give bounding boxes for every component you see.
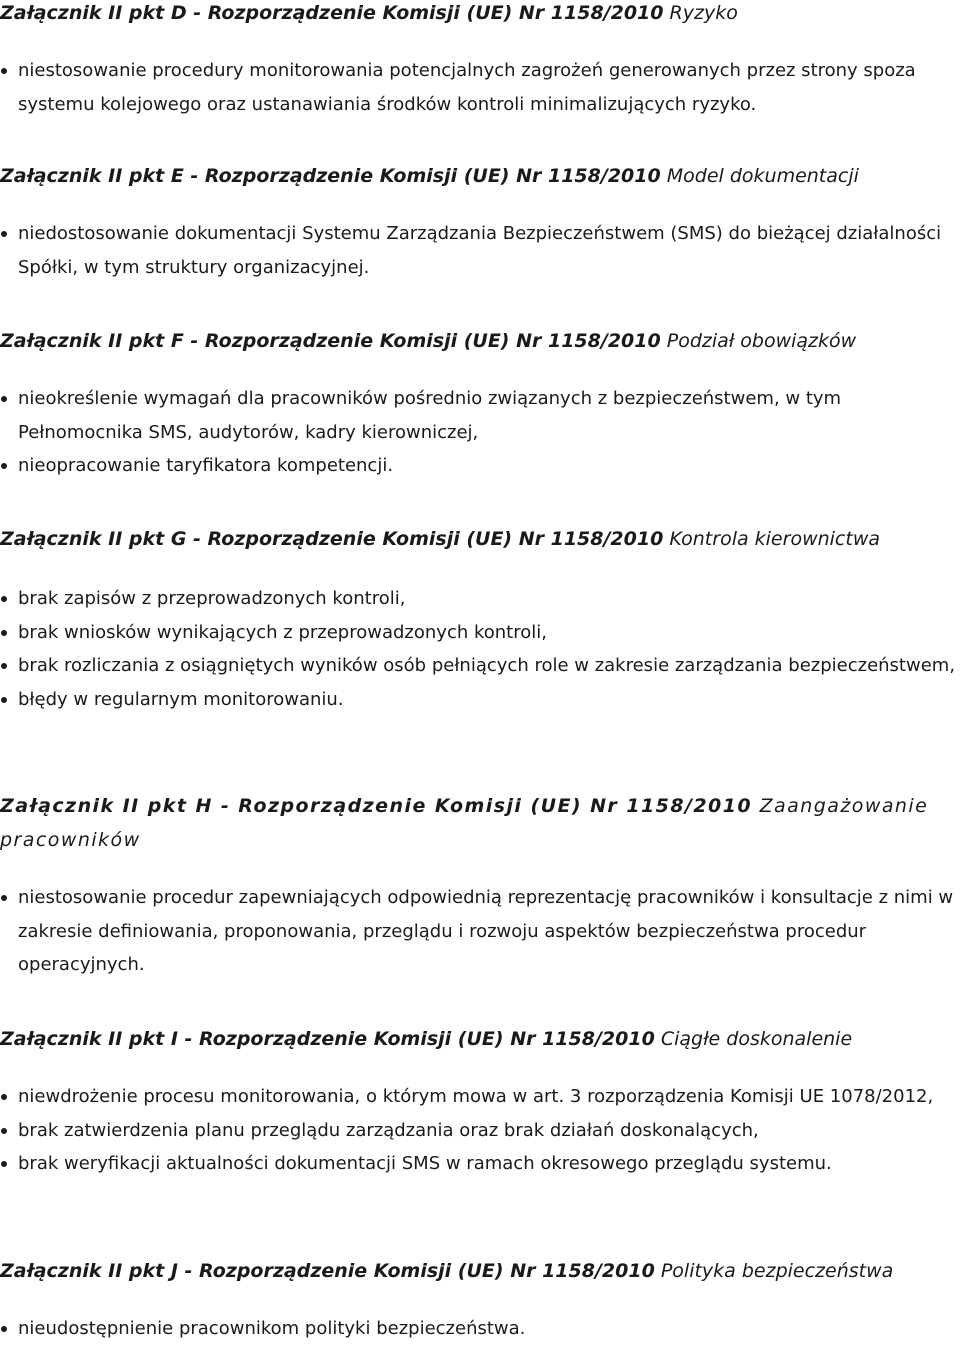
- item-list: [0, 881, 960, 982]
- section-zaangazowanie-pracownikow: [0, 789, 960, 975]
- heading-reference: Załącznik II pkt G - Rozporządzenie Komisji (UE) Nr 1158/2010: [0, 528, 664, 550]
- list-item: [0, 881, 960, 982]
- list-item: [0, 616, 960, 650]
- heading-reference: Załącznik II pkt I - Rozporządzenie Komisji (UE) Nr 1158/2010: [0, 1028, 655, 1050]
- item-text: brak zapisów z przeprowadzonych kontroli,: [18, 588, 406, 609]
- item-text: nieudostępnienie pracownikom polityki bezpieczeństwa.: [18, 1318, 526, 1339]
- heading-reference: Załącznik II pkt D - Rozporządzenie Komisji (UE) Nr 1158/2010: [0, 2, 664, 24]
- heading-topic: Zaangażowanie pracowników: [0, 795, 929, 851]
- list-item: [0, 1080, 960, 1114]
- item-text: brak weryfikacji aktualności dokumentacji SMS w ramach okresowego przeglądu systemu.: [18, 1153, 832, 1174]
- section-heading: [0, 522, 960, 556]
- section-heading: [0, 0, 738, 30]
- item-text: niedostosowanie dokumentacji Systemu Zarządzania Bezpieczeństwem (SMS) do bieżącej działalności Spółki, w tym struktury organizacyjnej.: [18, 223, 942, 278]
- list-item: [0, 683, 960, 717]
- section-polityka-bezpieczenstwa: [0, 1254, 960, 1339]
- bullet-icon: [1, 1161, 7, 1167]
- heading-reference: Załącznik II pkt J - Rozporządzenie Komisji (UE) Nr 1158/2010: [0, 1260, 655, 1282]
- bullet-icon: [1, 68, 7, 74]
- item-text: nieopracowanie taryfikatora kompetencji.: [18, 455, 394, 476]
- heading-topic: Ciągłe doskonalenie: [660, 1028, 853, 1050]
- item-text: niestosowanie procedur zapewniających odpowiednią reprezentację pracowników i konsultacje z nimi w zakresie definiowania, proponowania, przeglądu i rozwoju aspektów bezpieczeństwa procedur operacyjnych.: [18, 887, 954, 975]
- heading-topic: Kontrola kierownictwa: [669, 528, 881, 550]
- item-text: nieokreślenie wymagań dla pracowników pośrednio związanych z bezpieczeństwem, w tym Pełnomocnika SMS, audytorów, kadry kierowniczej,: [18, 388, 842, 443]
- list-item: [0, 1312, 960, 1346]
- bullet-icon: [1, 1128, 7, 1134]
- item-text: brak wniosków wynikających z przeprowadzonych kontroli,: [18, 621, 547, 643]
- bullet-icon: [1, 1094, 7, 1100]
- list-item: [0, 382, 960, 449]
- section-heading: [0, 1022, 960, 1056]
- heading-reference: Załącznik II pkt E - Rozporządzenie Komisji (UE) Nr 1158/2010: [0, 165, 661, 187]
- list-item: [0, 582, 960, 616]
- item-list: [0, 1312, 960, 1346]
- list-item: [0, 1147, 960, 1181]
- item-text: brak zatwierdzenia planu przeglądu zarządzania oraz brak działań doskonalących,: [18, 1119, 759, 1141]
- section-kontrola-kierownictwa: [0, 522, 960, 710]
- heading-topic: Model dokumentacji: [666, 165, 859, 187]
- section-podzial-obowiazkow: [0, 324, 960, 476]
- bullet-icon: [1, 231, 7, 237]
- list-item: [0, 217, 960, 284]
- item-text: brak rozliczania z osiągniętych wyników osób pełniących role w zakresie zarządzania bezpieczeństwem,: [18, 655, 956, 676]
- heading-reference: Załącznik II pkt F - Rozporządzenie Komisji (UE) Nr 1158/2010: [0, 330, 661, 352]
- item-text: błędy w regularnym monitorowaniu.: [18, 688, 344, 710]
- item-list: [0, 54, 960, 121]
- section-heading: [0, 1254, 960, 1288]
- bullet-icon: [1, 630, 7, 636]
- section-ciagle-doskonalenie: [0, 1022, 960, 1174]
- item-text: niestosowanie procedury monitorowania potencjalnych zagrożeń generowanych przez strony spoza systemu kolejowego oraz ustanawiania środków kontroli minimalizujących ryzyko.: [18, 60, 916, 115]
- section-heading: [0, 789, 960, 857]
- item-list: [0, 217, 960, 284]
- bullet-icon: [1, 663, 7, 669]
- item-list: [0, 1080, 960, 1181]
- section-heading: [0, 159, 960, 193]
- section-heading: [0, 324, 960, 358]
- list-item: [0, 54, 960, 121]
- list-item: [0, 649, 960, 683]
- item-text: niewdrożenie procesu monitorowania, o którym mowa w art. 3 rozporządzenia Komisji UE 1078/2012,: [18, 1086, 934, 1107]
- heading-topic: Polityka bezpieczeństwa: [660, 1260, 894, 1282]
- section-model-dokumentacji: [0, 159, 960, 278]
- item-list: [0, 382, 960, 483]
- item-list: [0, 582, 960, 716]
- bullet-icon: [1, 396, 7, 402]
- bullet-icon: [1, 1326, 7, 1332]
- list-item: [0, 449, 960, 483]
- heading-topic: Podział obowiązków: [666, 330, 857, 352]
- heading-reference: Załącznik II pkt H - Rozporządzenie Komisji (UE) Nr 1158/2010: [0, 795, 753, 817]
- bullet-icon: [1, 463, 7, 469]
- bullet-icon: [1, 697, 7, 703]
- bullet-icon: [1, 596, 7, 602]
- heading-topic: Ryzyko: [669, 2, 738, 24]
- list-item: [0, 1114, 960, 1148]
- bullet-icon: [1, 895, 7, 901]
